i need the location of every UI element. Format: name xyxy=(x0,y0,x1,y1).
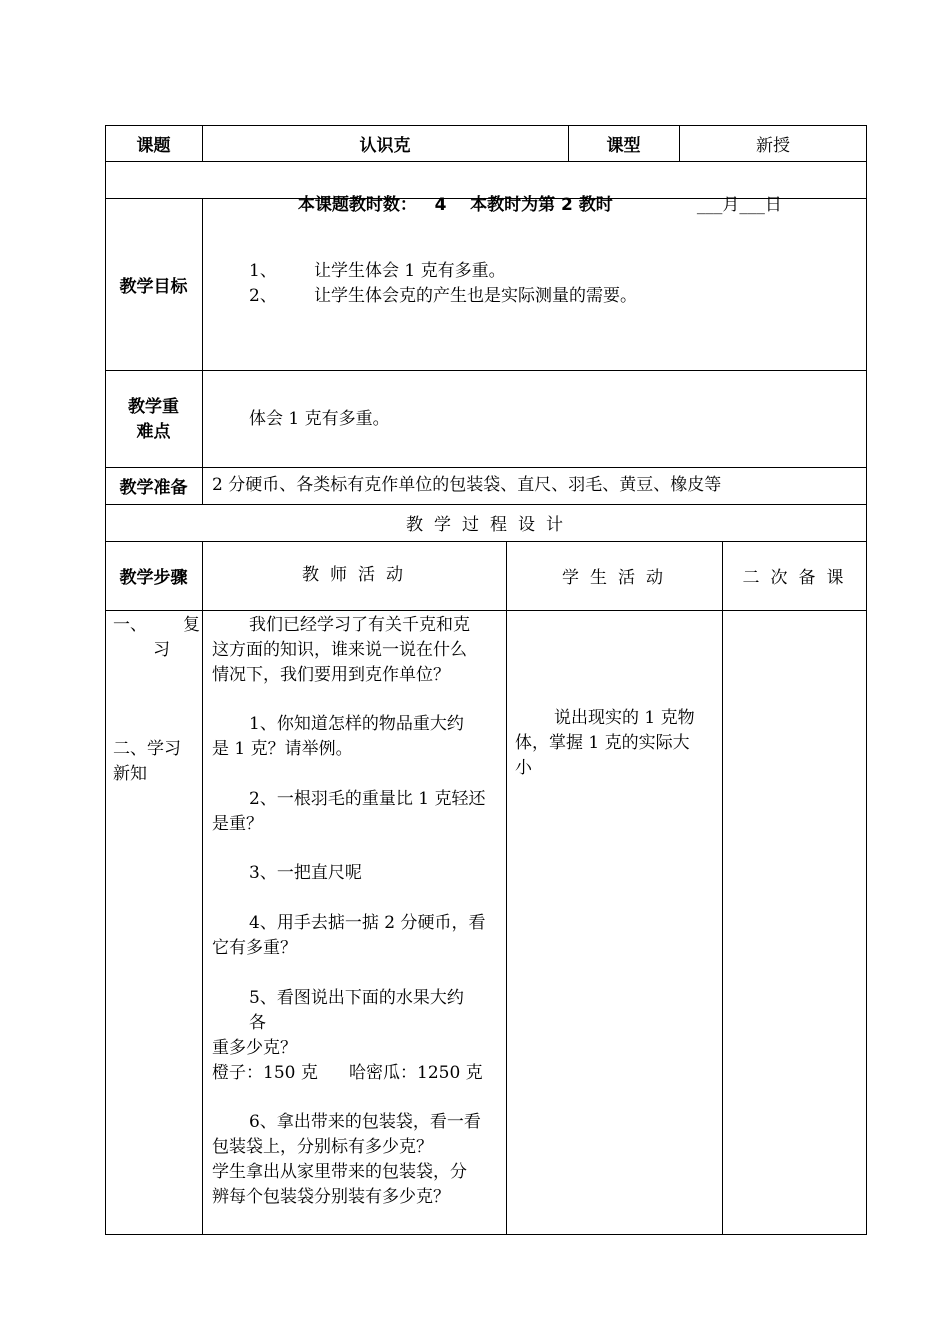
teacher-question-line: 学生拿出从家里带来的包装袋，分 xyxy=(212,1162,467,1182)
teacher-intro-line: 情况下，我们要用到克作单位？ xyxy=(212,665,450,685)
goal-text: 让学生体会 1 克有多重。 xyxy=(314,261,506,281)
student-activity-line: 说出现实的 1 克物 xyxy=(554,708,695,728)
date-month: 月 xyxy=(722,195,740,215)
fruit-melon: 哈密瓜：1250 克 xyxy=(349,1063,483,1083)
teacher-question-line: 3、一把直尺呢 xyxy=(249,863,362,883)
row-divider xyxy=(105,370,867,371)
teacher-question-line: 5、看图说出下面的水果大约 xyxy=(249,988,464,1008)
row-divider xyxy=(105,467,867,468)
topic-label: 课题 xyxy=(136,135,171,156)
step2-title: 二、学习 xyxy=(113,739,181,759)
teacher-question-line: 2、一根羽毛的重量比 1 克轻还 xyxy=(249,789,486,809)
teacher-question-line: 各 xyxy=(249,1013,266,1033)
col-divider xyxy=(202,198,203,504)
col-divider xyxy=(722,541,723,1235)
col-header-notes: 二次备课 xyxy=(742,568,855,588)
teacher-question-line: 它有多重？ xyxy=(212,938,297,958)
date-line xyxy=(686,168,782,218)
keypoints-label xyxy=(105,395,202,445)
goal-number: 1、 xyxy=(249,261,277,281)
type-label: 课型 xyxy=(606,135,641,156)
prep-text: 2 分硬币、各类标有克作单位的包装袋、直尺、羽毛、黄豆、橡皮等 xyxy=(212,475,722,495)
col-divider xyxy=(506,541,507,1235)
student-activity-line: 小 xyxy=(515,758,532,778)
date-blank-day: ___ xyxy=(739,195,765,215)
step1-char: 习 xyxy=(153,640,170,660)
keypoints-label-line1: 教学重 xyxy=(128,397,179,417)
teacher-question-line: 辨每个包装袋分别装有多少克？ xyxy=(212,1187,450,1207)
teacher-intro-line: 我们已经学习了有关千克和克 xyxy=(249,615,470,635)
goal-item xyxy=(249,284,277,309)
col-divider xyxy=(202,541,203,1235)
col-header-student: 学生活动 xyxy=(562,568,674,588)
step2-title: 新知 xyxy=(113,764,147,784)
step1-char: 复 xyxy=(183,615,200,635)
type-value: 新授 xyxy=(756,135,790,156)
teacher-intro-line: 这方面的知识，谁来说一说在什么 xyxy=(212,640,467,660)
fruit-orange: 橙子：150 克 xyxy=(212,1063,318,1083)
goal-text: 让学生体会克的产生也是实际测量的需要。 xyxy=(314,286,637,306)
date-day: 日 xyxy=(764,195,782,215)
keypoints-text: 体会 1 克有多重。 xyxy=(249,409,390,429)
teacher-question-line: 是重？ xyxy=(212,814,263,834)
teacher-question-line: 1、你知道怎样的物品重大约 xyxy=(249,714,464,734)
row-divider xyxy=(105,161,867,162)
date-blank-month: ___ xyxy=(696,195,723,215)
step1-number: 一、 xyxy=(113,615,147,635)
col-header-teacher: 教师活动 xyxy=(302,564,414,585)
teacher-question-line: 包装袋上，分别标有多少克？ xyxy=(212,1137,433,1157)
student-activity-line: 体，掌握 1 克的实际大 xyxy=(515,733,690,753)
goal-item xyxy=(249,259,277,284)
teacher-question-line: 重多少克？ xyxy=(212,1038,297,1058)
teacher-question-line: 是 1 克？请举例。 xyxy=(212,739,353,759)
goals-label: 教学目标 xyxy=(119,276,188,297)
prep-label: 教学准备 xyxy=(119,478,188,498)
col-header-steps: 教学步骤 xyxy=(119,568,188,588)
topic-value: 认识克 xyxy=(359,135,411,156)
keypoints-label-line2: 难点 xyxy=(136,422,171,442)
hours-line xyxy=(286,168,613,218)
process-title: 教学过程设计 xyxy=(406,515,574,535)
goal-number: 2、 xyxy=(249,286,277,306)
row-divider xyxy=(105,610,867,611)
teacher-question-line: 4、用手去掂一掂 2 分硬币，看 xyxy=(249,913,486,933)
teacher-question-line: 6、拿出带来的包装袋，看一看 xyxy=(249,1112,481,1132)
hours-text: 本课题教时数： 4 本教时为第 2 教时 xyxy=(297,195,613,215)
